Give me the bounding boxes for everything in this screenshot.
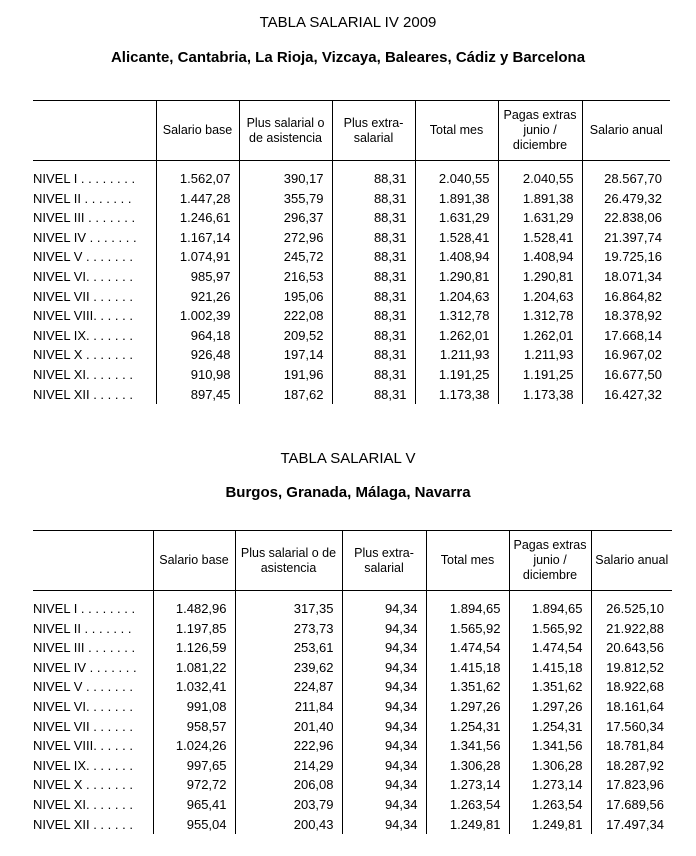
spacer-cell [332, 161, 415, 170]
level-label-cell: NIVEL II . . . . . . . [33, 190, 132, 206]
table-row [33, 697, 672, 717]
level-label-cell: NIVEL XI. . . . . . . [33, 366, 133, 382]
value-cell: 1.197,85 [153, 619, 235, 639]
header-cell: Plus extra-salarial [332, 101, 415, 161]
level-label-cell: NIVEL IX. . . . . . . [33, 757, 133, 773]
value-cell: 1.191,25 [415, 365, 498, 385]
spacer-cell [33, 161, 156, 170]
value-cell: 88,31 [332, 287, 415, 307]
level-label-cell: NIVEL X . . . . . . . [33, 777, 133, 793]
value-cell: 1.891,38 [415, 189, 498, 209]
value-cell: 94,34 [342, 677, 426, 697]
value-cell: 1.204,63 [415, 287, 498, 307]
value-cell: 1.024,26 [153, 736, 235, 756]
value-cell: 214,29 [235, 756, 342, 776]
value-cell: 1.254,31 [509, 717, 591, 737]
value-cell: 20.643,56 [591, 638, 672, 658]
value-cell: 272,96 [239, 228, 332, 248]
header-cell [33, 531, 153, 591]
value-cell: 195,06 [239, 287, 332, 307]
table-row [33, 795, 672, 815]
header-cell: Salario anual [582, 101, 670, 161]
value-cell: 1.074,91 [156, 247, 239, 267]
value-cell: 28.567,70 [582, 169, 670, 189]
value-cell: 1.631,29 [498, 208, 582, 228]
table-row [33, 228, 670, 248]
value-cell: 1.415,18 [509, 658, 591, 678]
value-cell: 19.725,16 [582, 247, 670, 267]
value-cell: 197,14 [239, 345, 332, 365]
value-cell: 88,31 [332, 247, 415, 267]
level-label-cell: NIVEL VII . . . . . . [33, 288, 133, 304]
value-cell: 991,08 [153, 697, 235, 717]
value-cell: 1.482,96 [153, 599, 235, 619]
header-cell: Pagas extras junio / diciembre [498, 101, 582, 161]
table-row [33, 619, 672, 639]
value-cell: 1.351,62 [426, 677, 509, 697]
spacer-cell [591, 591, 672, 600]
table-row [33, 345, 670, 365]
table-row [33, 736, 672, 756]
value-cell: 1.191,25 [498, 365, 582, 385]
value-cell: 239,62 [235, 658, 342, 678]
value-cell: 88,31 [332, 228, 415, 248]
value-cell: 1.474,54 [426, 638, 509, 658]
level-label-cell: NIVEL VIII. . . . . . [33, 308, 133, 324]
value-cell: 355,79 [239, 189, 332, 209]
value-cell: 18.378,92 [582, 306, 670, 326]
value-cell: 16.967,02 [582, 345, 670, 365]
header-cell: Total mes [415, 101, 498, 161]
value-cell: 1.341,56 [426, 736, 509, 756]
value-cell: 1.002,39 [156, 306, 239, 326]
value-cell: 1.341,56 [509, 736, 591, 756]
value-cell: 1.408,94 [498, 247, 582, 267]
value-cell: 201,40 [235, 717, 342, 737]
table-row [33, 599, 672, 619]
value-cell: 897,45 [156, 385, 239, 405]
value-cell: 203,79 [235, 795, 342, 815]
value-cell: 1.312,78 [498, 306, 582, 326]
value-cell: 1.249,81 [509, 815, 591, 835]
table-row [33, 677, 672, 697]
value-cell: 1.528,41 [498, 228, 582, 248]
table-row [33, 287, 670, 307]
table-iv-title: TABLA SALARIAL IV 2009 [259, 14, 437, 31]
level-label-cell: NIVEL XII . . . . . . [33, 816, 133, 832]
value-cell: 222,96 [235, 736, 342, 756]
value-cell: 1.306,28 [509, 756, 591, 776]
table-row [33, 385, 670, 405]
value-cell: 187,62 [239, 385, 332, 405]
spacer-row [33, 161, 670, 170]
spacer-cell [239, 161, 332, 170]
value-cell: 2.040,55 [498, 169, 582, 189]
value-cell: 1.565,92 [509, 619, 591, 639]
spacer-cell [415, 161, 498, 170]
value-cell: 94,34 [342, 697, 426, 717]
value-cell: 1.211,93 [415, 345, 498, 365]
value-cell: 18.161,64 [591, 697, 672, 717]
value-cell: 910,98 [156, 365, 239, 385]
table-header-row [33, 101, 670, 161]
table-body [33, 161, 670, 405]
table-row [33, 189, 670, 209]
value-cell: 296,37 [239, 208, 332, 228]
salary-table-v [33, 530, 672, 834]
value-cell: 1.246,61 [156, 208, 239, 228]
value-cell: 26.479,32 [582, 189, 670, 209]
spacer-cell [509, 591, 591, 600]
header-cell: Salario base [153, 531, 235, 591]
value-cell: 17.689,56 [591, 795, 672, 815]
value-cell: 1.891,38 [498, 189, 582, 209]
value-cell: 16.864,82 [582, 287, 670, 307]
spacer-cell [153, 591, 235, 600]
value-cell: 1.562,07 [156, 169, 239, 189]
value-cell: 94,34 [342, 717, 426, 737]
value-cell: 1.262,01 [415, 326, 498, 346]
value-cell: 17.668,14 [582, 326, 670, 346]
level-label-cell: NIVEL IX. . . . . . . [33, 327, 133, 343]
value-cell: 17.823,96 [591, 775, 672, 795]
value-cell: 317,35 [235, 599, 342, 619]
value-cell: 1.631,29 [415, 208, 498, 228]
value-cell: 253,61 [235, 638, 342, 658]
value-cell: 1.273,14 [426, 775, 509, 795]
value-cell: 1.263,54 [426, 795, 509, 815]
value-cell: 222,08 [239, 306, 332, 326]
value-cell: 18.071,34 [582, 267, 670, 287]
table-row [33, 326, 670, 346]
header-cell: Plus extra-salarial [342, 531, 426, 591]
value-cell: 1.167,14 [156, 228, 239, 248]
header-cell: Plus salarial o de asistencia [235, 531, 342, 591]
value-cell: 1.474,54 [509, 638, 591, 658]
header-cell [33, 101, 156, 161]
value-cell: 1.351,62 [509, 677, 591, 697]
header-cell: Salario anual [591, 531, 672, 591]
value-cell: 224,87 [235, 677, 342, 697]
value-cell: 94,34 [342, 795, 426, 815]
value-cell: 18.781,84 [591, 736, 672, 756]
value-cell: 191,96 [239, 365, 332, 385]
level-label-cell: NIVEL IV . . . . . . . [33, 659, 137, 675]
value-cell: 1.415,18 [426, 658, 509, 678]
value-cell: 926,48 [156, 345, 239, 365]
table-row [33, 208, 670, 228]
table-v-subtitle: Burgos, Granada, Málaga, Navarra [225, 484, 471, 501]
value-cell: 94,34 [342, 599, 426, 619]
value-cell: 94,34 [342, 619, 426, 639]
level-label-cell: NIVEL VI. . . . . . . [33, 268, 133, 284]
value-cell: 390,17 [239, 169, 332, 189]
value-cell: 26.525,10 [591, 599, 672, 619]
value-cell: 2.040,55 [415, 169, 498, 189]
value-cell: 1.565,92 [426, 619, 509, 639]
spacer-cell [498, 161, 582, 170]
value-cell: 211,84 [235, 697, 342, 717]
level-label-cell: NIVEL III . . . . . . . [33, 210, 136, 226]
spacer-cell [342, 591, 426, 600]
level-label-cell: NIVEL XI. . . . . . . [33, 796, 133, 812]
value-cell: 209,52 [239, 326, 332, 346]
table-body [33, 591, 672, 835]
value-cell: 88,31 [332, 385, 415, 405]
table-row [33, 365, 670, 385]
value-cell: 1.297,26 [426, 697, 509, 717]
table-v-title: TABLA SALARIAL V [280, 450, 416, 467]
table-header-row [33, 531, 672, 591]
value-cell: 958,57 [153, 717, 235, 737]
spacer-cell [582, 161, 670, 170]
value-cell: 1.249,81 [426, 815, 509, 835]
spacer-cell [426, 591, 509, 600]
value-cell: 1.173,38 [498, 385, 582, 405]
value-cell: 1.254,31 [426, 717, 509, 737]
value-cell: 18.922,68 [591, 677, 672, 697]
value-cell: 1.081,22 [153, 658, 235, 678]
value-cell: 88,31 [332, 189, 415, 209]
value-cell: 1.173,38 [415, 385, 498, 405]
table-row [33, 775, 672, 795]
value-cell: 94,34 [342, 736, 426, 756]
value-cell: 1.306,28 [426, 756, 509, 776]
spacer-row [33, 591, 672, 600]
value-cell: 206,08 [235, 775, 342, 795]
value-cell: 1.290,81 [415, 267, 498, 287]
level-label-cell: NIVEL V . . . . . . . [33, 679, 133, 695]
value-cell: 972,72 [153, 775, 235, 795]
value-cell: 1.032,41 [153, 677, 235, 697]
value-cell: 1.312,78 [415, 306, 498, 326]
spacer-cell [33, 591, 153, 600]
value-cell: 88,31 [332, 306, 415, 326]
value-cell: 16.427,32 [582, 385, 670, 405]
value-cell: 21.397,74 [582, 228, 670, 248]
value-cell: 216,53 [239, 267, 332, 287]
level-label-cell: NIVEL IV . . . . . . . [33, 229, 137, 245]
value-cell: 94,34 [342, 756, 426, 776]
header-cell: Total mes [426, 531, 509, 591]
value-cell: 19.812,52 [591, 658, 672, 678]
table-row [33, 267, 670, 287]
value-cell: 964,18 [156, 326, 239, 346]
value-cell: 88,31 [332, 208, 415, 228]
level-label-cell: NIVEL VI. . . . . . . [33, 698, 133, 714]
level-label-cell: NIVEL II . . . . . . . [33, 620, 132, 636]
value-cell: 17.497,34 [591, 815, 672, 835]
value-cell: 22.838,06 [582, 208, 670, 228]
level-label-cell: NIVEL X . . . . . . . [33, 347, 133, 363]
value-cell: 16.677,50 [582, 365, 670, 385]
table-row [33, 306, 670, 326]
value-cell: 1.204,63 [498, 287, 582, 307]
spacer-cell [156, 161, 239, 170]
level-label-cell: NIVEL VIII. . . . . . [33, 738, 133, 754]
value-cell: 94,34 [342, 775, 426, 795]
value-cell: 1.894,65 [509, 599, 591, 619]
value-cell: 88,31 [332, 345, 415, 365]
level-label-cell: NIVEL XII . . . . . . [33, 386, 133, 402]
table-row [33, 247, 670, 267]
value-cell: 965,41 [153, 795, 235, 815]
value-cell: 94,34 [342, 658, 426, 678]
spacer-cell [235, 591, 342, 600]
value-cell: 1.126,59 [153, 638, 235, 658]
table-row [33, 638, 672, 658]
header-cell: Pagas extras junio / diciembre [509, 531, 591, 591]
value-cell: 88,31 [332, 169, 415, 189]
value-cell: 17.560,34 [591, 717, 672, 737]
value-cell: 273,73 [235, 619, 342, 639]
value-cell: 955,04 [153, 815, 235, 835]
table-row [33, 756, 672, 776]
value-cell: 1.290,81 [498, 267, 582, 287]
value-cell: 1.211,93 [498, 345, 582, 365]
value-cell: 985,97 [156, 267, 239, 287]
level-label-cell: NIVEL VII . . . . . . [33, 718, 133, 734]
table-row [33, 815, 672, 835]
value-cell: 1.894,65 [426, 599, 509, 619]
value-cell: 88,31 [332, 365, 415, 385]
value-cell: 94,34 [342, 638, 426, 658]
level-label-cell: NIVEL I . . . . . . . . [33, 601, 136, 616]
table-row [33, 658, 672, 678]
value-cell: 1.408,94 [415, 247, 498, 267]
header-cell: Salario base [156, 101, 239, 161]
value-cell: 1.263,54 [509, 795, 591, 815]
value-cell: 921,26 [156, 287, 239, 307]
table-row [33, 169, 670, 189]
level-label-cell: NIVEL V . . . . . . . [33, 249, 133, 265]
value-cell: 94,34 [342, 815, 426, 835]
header-cell: Plus salarial o de asistencia [239, 101, 332, 161]
value-cell: 1.262,01 [498, 326, 582, 346]
value-cell: 245,72 [239, 247, 332, 267]
value-cell: 200,43 [235, 815, 342, 835]
value-cell: 21.922,88 [591, 619, 672, 639]
value-cell: 88,31 [332, 326, 415, 346]
value-cell: 997,65 [153, 756, 235, 776]
table-row [33, 717, 672, 737]
level-label-cell: NIVEL I . . . . . . . . [33, 171, 136, 186]
value-cell: 1.297,26 [509, 697, 591, 717]
value-cell: 18.287,92 [591, 756, 672, 776]
salary-table-iv [33, 100, 670, 404]
value-cell: 1.273,14 [509, 775, 591, 795]
table-iv-subtitle: Alicante, Cantabria, La Rioja, Vizcaya, Baleares, Cádiz y Barcelona [110, 49, 586, 66]
level-label-cell: NIVEL III . . . . . . . [33, 640, 136, 656]
value-cell: 1.528,41 [415, 228, 498, 248]
value-cell: 1.447,28 [156, 189, 239, 209]
value-cell: 88,31 [332, 267, 415, 287]
